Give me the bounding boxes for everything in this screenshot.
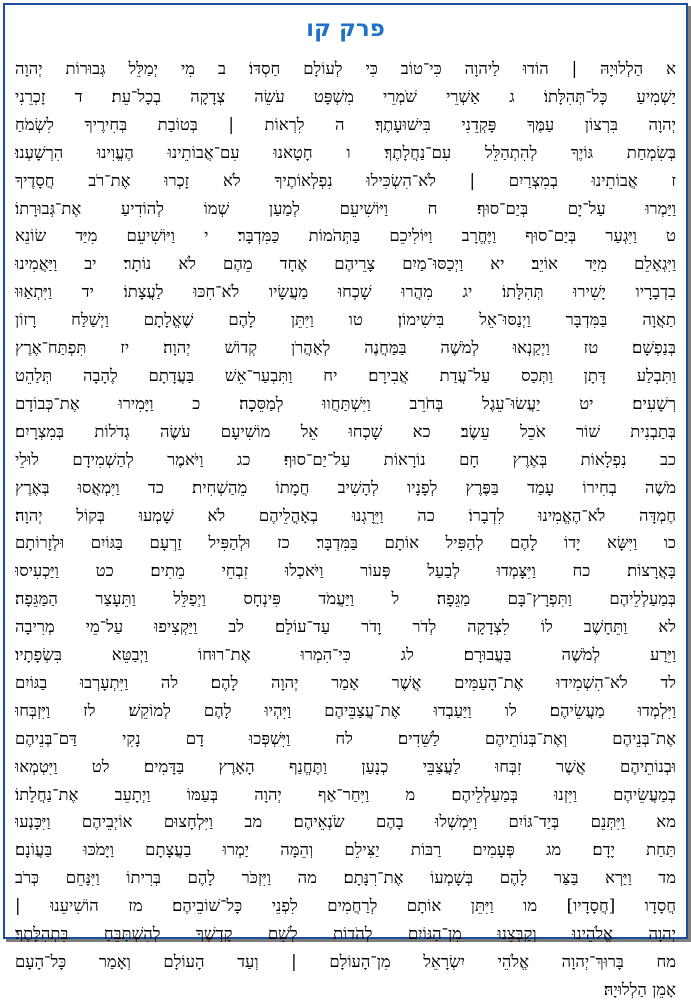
- text-line: בְּנַפְשָׁם׃ טז וַיְקַנְאוּ לְמֹשֶׁה בַּמַּחֲנֶה לְאַהֲרֹן קְדוֹשׁ יְהוָה׃ יז תִּפְתַּח־אֶרֶץ: [15, 338, 676, 358]
- text-line: מח בָּרוּךְ־יְהוָה אֱלֹהֵי יִשְׂרָאֵל מִן־הָעוֹלָם | וְעַד הָעוֹלָם וְאָמַר כָּל־הָעָם: [15, 952, 676, 971]
- text-line: תַאֲוָה בַּמִּדְבָּר וַיְנַסּוּ־אֵל בִּישִׁימוֹן׃ טו וַיִּתֵּן לָהֶם שֶׁאֱלָתָם וַיְשַׁלַּח רָזוֹן: [15, 310, 676, 330]
- text-line: לא וַתֵּחָשֶׁב לוֹ לִצְדָקָה לְדֹר וָדֹר עַד־עוֹלָם׃ לב וַיַּקְצִיפוּ עַל־מֵי מְרִיבָה: [15, 617, 676, 637]
- text-line: וַיִּגְאָלֵם מִיַּד אוֹיֵב׃ יא וַיְכַסּוּ־מַיִם צָרֵיהֶם אֶחָד מֵהֶם לֹא נוֹתָר׃ יב וַיַּאֲמִינוּ: [15, 254, 676, 274]
- text-line: תַּחַת יָדָם׃ מג פְּעָמִים רַבּוֹת יַצִּילֵם וְהֵמָּה יַמְרוּ בַעֲצָתָם וַיָּמֹכּוּ בַּעֲוֹנָם׃: [15, 840, 676, 860]
- text-line: בְּתַבְנִית שׁוֹר אֹכֵל עֵשֶׂב׃ כא שָׁכְחוּ אֵל מוֹשִׁיעָם עֹשֶׂה גְדֹלוֹת בְּמִצְרָיִם׃: [15, 421, 676, 441]
- chapter-title: פרק קו: [306, 16, 385, 42]
- text-line: בִדְבָרָיו יָשִׁירוּ תְּהִלָּתוֹ׃ יג מִהֲרוּ שָׁכְחוּ מַעֲשָׂיו לֹא־חִכּוּ לַעֲצָתוֹ׃ יד וַיִּתְאַוּוּ: [15, 282, 676, 302]
- text-line: ז אֲבוֹתֵינוּ בְמִצְרַיִם | לֹא־הִשְׂכִּילוּ נִפְלְאוֹתֶיךָ לֹא זָכְרוּ אֶת־רֹב חֲסָדֶיךָ: [15, 170, 676, 190]
- text-line: רְשָׁעִים׃ יט יַעֲשׂוּ־עֵגֶל בְּחֹרֵב וַיִּשְׁתַּחֲווּ לְמַסֵּכָה׃ כ וַיָּמִירוּ אֶת־כְּבוֹדָם: [15, 393, 676, 413]
- text-line: בְּשִׂמְחַת גּוֹיֶךָ לְהִתְהַלֵּל עִם־נַחֲלָתֶךָ׃ ו חָטָאנוּ עִם־אֲבוֹתֵינוּ הֶעֱוִינוּ הִרְשָׁעְנוּ׃: [15, 142, 676, 162]
- psalm-text: [15, 55, 676, 1004]
- text-line: בְּמַעַלְלֵיהֶם וַתִּפְרָץ־בָּם מַגֵּפָה׃ ל וַיַּעֲמֹד פִּינְחָס וַיְפַלֵּל וַתֵּעָצַר הַמַּגֵּפָה׃: [15, 589, 676, 609]
- text-line: וַיֵּרַע לְמֹשֶׁה בַּעֲבוּרָם׃ לג כִּי־הִמְרוּ אֶת־רוּחוֹ וַיְבַטֵּא בִּשְׂפָתָיו׃: [15, 645, 676, 665]
- text-line: חֲסָדָו [חֲסָדָיו]׃ מו וַיִּתֵּן אוֹתָם לְרַחֲמִים לִפְנֵי כָּל־שׁוֹבֵיהֶם׃ מז הוֹשִׁיעֵנוּ |: [15, 896, 676, 916]
- text-line: ט וַיִּגְעַר בְּיַם־סוּף וַיֶּחֱרָב וַיּוֹלִיכֵם בַּתְּהֹמוֹת כַּמִּדְבָּר׃ י וַיּוֹשִׁיעֵם מִיַּד שׂוֹנֵא: [15, 226, 676, 246]
- text-line: מא וַיִּתְּנֵם בְּיַד־גּוֹיִם וַיִּמְשְׁלוּ בָהֶם שֹׂנְאֵיהֶם׃ מב וַיִּלְחָצוּם אוֹיְבֵיהֶם וַיִּכָּנְעוּ: [15, 812, 676, 832]
- text-line: אֶת־בְּנֵיהֶם וְאֶת־בְּנוֹתֵיהֶם לַשֵּׁדִים׃ לח וַיִּשְׁפְּכוּ דָם נָקִי דַּם־בְּנֵיהֶם: [15, 728, 676, 748]
- text-line: וַיִּלְמְדוּ מַעֲשֵׂיהֶם׃ לו וַיַּעַבְדוּ אֶת־עֲצַבֵּיהֶם וַיִּהְיוּ לָהֶם לְמוֹקֵשׁ׃ לז וַיִּזְבְּחוּ: [15, 700, 676, 720]
- text-line: וַיַּמְרוּ עַל־יָם בְּיַם־סוּף׃ ח וַיּוֹשִׁיעֵם לְמַעַן שְׁמוֹ לְהוֹדִיעַ אֶת־גְּבוּרָתוֹ׃: [15, 198, 676, 218]
- text-line: בָּאֲרָצוֹת׃ כח וַיִּצָּמְדוּ לְבַעַל פְּעוֹר וַיֹּאכְלוּ זִבְחֵי מֵתִים׃ כט וַיַּכְעִיסוּ: [15, 561, 676, 581]
- text-line: חֶמְדָּה לֹא־הֶאֱמִינוּ לִדְבָרוֹ׃ כה וַיֵּרָגְנוּ בְאָהֳלֵיהֶם לֹא שָׁמְעוּ בְּקוֹל יְהוָה׃: [15, 505, 676, 525]
- text-line: אָמֵן הַלְלוּיָהּ׃: [603, 979, 676, 999]
- text-line: מד וַיַּרְא בַּצַּר לָהֶם בְּשָׁמְעוֹ אֶת־רִנָּתָם׃ מה וַיִּזְכֹּר לָהֶם בְּרִיתוֹ וַיִּנָּחֵם כְּרֹב: [15, 868, 676, 888]
- text-line: כו וַיִּשָּׂא יָדוֹ לָהֶם לְהַפִּיל אוֹתָם בַּמִּדְבָּר׃ כז וּלְהַפִּיל זַרְעָם בַּגּוֹיִם וּלְזָרוֹתָם: [15, 533, 676, 553]
- text-line: מֹשֶׁה בְחִירוֹ עָמַד בַּפֶּרֶץ לְפָנָיו לְהָשִׁיב חֲמָתוֹ מֵהַשְׁחִית׃ כד וַיִּמְאֲסוּ בְּאֶרֶץ: [15, 477, 676, 497]
- page-frame: [3, 3, 688, 999]
- text-line: כב נִפְלָאוֹת בְּאֶרֶץ חָם נוֹרָאוֹת עַל־יַם־סוּף׃ כג וַיֹּאמֶר לְהַשְׁמִידָם לוּלֵי: [15, 449, 676, 469]
- text-line: לד לֹא־הִשְׁמִידוּ אֶת־הָעַמִּים אֲשֶׁר אָמַר יְהוָה לָהֶם׃ לה וַיִּתְעָרְבוּ בַגּוֹיִם: [15, 672, 676, 692]
- text-line: וּבְנוֹתֵיהֶם אֲשֶׁר זִבְּחוּ לַעֲצַבֵּי כְנָעַן וַתֶּחֱנַף הָאָרֶץ בַּדָּמִים׃ לט וַיִּטְמְאוּ: [15, 756, 676, 776]
- text-line: וַתִּבְלַע דָּתָן וַתְּכַס עַל־עֲדַת אֲבִירָם׃ יח וַתִּבְעַר־אֵשׁ בַּעֲדָתָם לֶהָבָה תְּלַהֵט: [15, 365, 676, 385]
- text-line: יַשְׁמִיעַ כָּל־תְּהִלָּתוֹ׃ ג אַשְׁרֵי שֹׁמְרֵי מִשְׁפָּט עֹשֵׂה צְדָקָה בְכָל־עֵת׃ ד זָכְרֵנִי: [15, 86, 676, 106]
- text-line: יְהוָה בִּרְצוֹן עַמֶּךָ פָּקְדֵנִי בִּישׁוּעָתֶךָ׃ ה לִרְאוֹת | בְּטוֹבַת בְּחִירֶיךָ לִשְׂמֹחַ: [15, 114, 676, 134]
- text-line: א הַלְלוּיָהּ | הוֹדוּ לַיהוָה כִּי־טוֹב כִּי לְעוֹלָם חַסְדּוֹ׃ ב מִי יְמַלֵּל גְּבוּרוֹת יְהוָה: [15, 59, 676, 78]
- text-line: בְמַעֲשֵׂיהֶם וַיִּזְנוּ בְּמַעַלְלֵיהֶם׃ מ וַיִּחַר־אַף יְהוָה בְּעַמּוֹ וַיְתָעֵב אֶת־נַחֲלָתוֹ׃: [15, 784, 676, 804]
- text-line: יְהוָה אֱלֹהֵינוּ וְקַבְּצֵנוּ מִן־הַגּוֹיִם לְהֹדוֹת לְשֵׁם קָדְשֶׁךָ לְהִשְׁתַּבֵּחַ בִּתְהִלָּתֶךָ׃: [15, 924, 676, 944]
